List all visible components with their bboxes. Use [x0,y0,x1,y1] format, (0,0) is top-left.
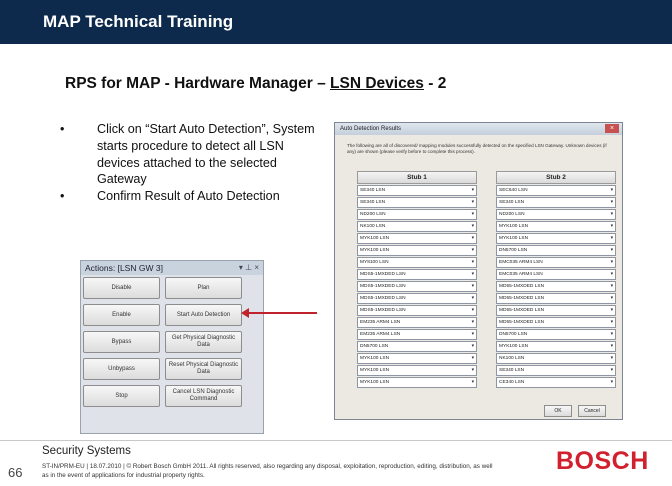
chevron-down-icon[interactable]: ▾ [471,332,474,337]
chevron-down-icon[interactable]: ▾ [471,344,474,349]
chevron-down-icon[interactable]: ▾ [610,380,613,385]
page-number: 66 [8,465,23,480]
device-select[interactable] [357,293,477,304]
device-select[interactable] [496,221,616,232]
chevron-down-icon[interactable]: ▾ [610,332,613,337]
device-select-value: EM235 ARM4 LSN [360,332,401,337]
chevron-down-icon[interactable]: ▾ [610,368,613,373]
chevron-down-icon[interactable]: ▾ [471,200,474,205]
panel-controls-icon[interactable]: ▾ ⊥ × [238,263,259,272]
device-select[interactable] [496,353,616,364]
bullet-text: Click on “Start Auto Detection”, System starts procedure to detect all LSN devices attached to the selected Gateway [97,122,315,187]
device-select-value: EMC035 ARM4 LSN [499,260,543,265]
device-select-value: NK100 LSN [360,224,386,229]
device-select[interactable] [357,209,477,220]
chevron-down-icon[interactable]: ▾ [610,356,613,361]
device-select[interactable] [357,269,477,280]
footer-divider [0,440,672,441]
chevron-down-icon[interactable]: ▾ [610,260,613,265]
device-select[interactable] [496,281,616,292]
unbypass-button[interactable]: Unbypass [83,358,160,380]
chevron-down-icon[interactable]: ▾ [471,320,474,325]
device-select[interactable] [496,377,616,388]
bullet-list [60,121,320,205]
bullet-text: Confirm Result of Auto Detection [97,189,280,204]
device-select[interactable] [357,185,477,196]
device-select[interactable] [357,317,477,328]
device-select[interactable] [496,209,616,220]
device-select[interactable] [357,245,477,256]
bullet-item [60,188,320,205]
stub1-list [357,185,477,388]
device-select-value: MDS5-1MXDED LSN [360,272,406,277]
chevron-down-icon[interactable]: ▾ [471,212,474,217]
device-select-value: MYK100 LSN [360,368,390,373]
device-select-value: MD55-1MXDED LSN [499,296,545,301]
device-select-value: SE340 LSN [499,200,525,205]
stub2-header: Stub 2 [496,171,616,184]
get-diagnostic-data-button[interactable]: Get Physical Diagnostic Data [165,331,242,353]
device-select[interactable] [496,305,616,316]
slide-heading [65,75,446,93]
device-select-value: DN5700 LSN [499,248,528,253]
device-select-value: EMC035 ARM4 LSN [499,272,543,277]
device-select[interactable] [496,317,616,328]
chevron-down-icon[interactable]: ▾ [610,308,613,313]
device-select-value: SEC640 LSN [499,188,528,193]
bullet-marker: • [60,122,65,136]
device-select-value: MYK100 LSN [360,380,390,385]
dialog-titlebar [335,123,622,135]
ok-button[interactable]: OK [544,405,572,417]
disable-button[interactable]: Disable [83,277,160,299]
device-select-value: MD55-1MXDED LSN [499,308,545,313]
chevron-down-icon[interactable]: ▾ [471,380,474,385]
device-select[interactable] [357,353,477,364]
device-select[interactable] [496,245,616,256]
copyright-text: ST-IN/PRM-EU | 18.07.2010 | © Robert Bosch GmbH 2011. All rights reserved, also regarding any disposal, exploitation, reproduction, editing, distribution, as well as in the event of applications for industrial property rights. [42,463,493,479]
dialog-description: The following are all of discovered/ mapping modules successfully detected on the specified LSN Gateway. Unknown devices (if any) are shown (please verify before to complete this process). [347,143,607,154]
device-select-value: DN5700 LSN [360,344,389,349]
device-select[interactable] [496,269,616,280]
bullet-item [60,121,320,188]
start-auto-detection-button[interactable]: Start Auto Detection [165,304,242,326]
chevron-down-icon[interactable]: ▾ [471,308,474,313]
bosch-logo: BOSCH [556,447,649,475]
chevron-down-icon[interactable]: ▾ [471,296,474,301]
chevron-down-icon[interactable]: ▾ [610,236,613,241]
heading-link[interactable]: LSN Devices [330,75,424,92]
chevron-down-icon[interactable]: ▾ [471,224,474,229]
chevron-down-icon[interactable]: ▾ [610,200,613,205]
device-select-value: DN5700 LSN [499,332,528,337]
device-select[interactable] [357,341,477,352]
footer-section: Security Systems [42,445,131,457]
chevron-down-icon[interactable]: ▾ [610,224,613,229]
device-select-value: ND200 LSN [499,212,525,217]
chevron-down-icon[interactable]: ▾ [610,212,613,217]
header-bar [0,0,672,44]
header-title: MAP Technical Training [43,12,234,31]
device-select-value: ND200 LSN [360,212,386,217]
chevron-down-icon[interactable]: ▾ [610,296,613,301]
device-select[interactable] [496,341,616,352]
device-select[interactable] [357,329,477,340]
enable-button[interactable]: Enable [83,304,160,326]
close-icon[interactable]: × [605,124,619,133]
chevron-down-icon[interactable]: ▾ [471,248,474,253]
device-select[interactable] [496,197,616,208]
chevron-down-icon[interactable]: ▾ [471,368,474,373]
device-select[interactable] [357,257,477,268]
device-select-value: MY8100 LSN [360,260,389,265]
plan-button[interactable]: Plan [165,277,242,299]
device-select[interactable] [357,221,477,232]
device-select[interactable] [496,329,616,340]
device-select[interactable] [496,257,616,268]
device-select-value: SE340 LSN [360,188,386,193]
device-select[interactable] [357,377,477,388]
chevron-down-icon[interactable]: ▾ [610,188,613,193]
device-select-value: MYK100 LSN [499,236,529,241]
pointer-arrow-icon [247,312,317,314]
device-select[interactable] [496,365,616,376]
stub1-column [357,171,477,426]
chevron-down-icon[interactable]: ▾ [471,356,474,361]
auto-detection-dialog [334,122,623,420]
device-select-value: MDS5-1MXDED LSN [360,284,406,289]
dialog-title: Auto Detection Results [340,126,402,132]
heading-prefix: RPS for MAP - Hardware Manager – [65,75,331,92]
device-select-value: MYK100 LSN [360,356,390,361]
stop-button[interactable]: Stop [83,385,160,407]
device-select[interactable] [496,293,616,304]
chevron-down-icon[interactable]: ▾ [471,236,474,241]
stub1-header: Stub 1 [357,171,477,184]
device-select-value: SE340 LSN [499,368,525,373]
chevron-down-icon[interactable]: ▾ [471,272,474,277]
chevron-down-icon[interactable]: ▾ [471,284,474,289]
device-select[interactable] [357,197,477,208]
device-select-value: SE340 LSN [360,200,386,205]
device-select-value: MYK100 LSN [499,344,529,349]
heading-suffix: - 2 [423,75,447,92]
chevron-down-icon[interactable]: ▾ [610,248,613,253]
device-select[interactable] [496,233,616,244]
device-select[interactable] [357,233,477,244]
device-select[interactable] [357,281,477,292]
device-select-value: MYK100 LSN [360,248,390,253]
device-select[interactable] [357,305,477,316]
chevron-down-icon[interactable]: ▾ [610,344,613,349]
reset-diagnostic-data-button[interactable]: Reset Physical Diagnostic Data [165,358,242,380]
chevron-down-icon[interactable]: ▾ [610,284,613,289]
chevron-down-icon[interactable]: ▾ [610,272,613,277]
device-select-value: MDS5-1MXDED LSN [360,308,406,313]
device-select[interactable] [496,185,616,196]
chevron-down-icon[interactable]: ▾ [610,320,613,325]
device-select-value: MD55-1MXDED LSN [499,284,545,289]
cancel-button[interactable]: Cancel [578,405,606,417]
device-select-value: MYK100 LSN [360,236,390,241]
cancel-diagnostic-button[interactable]: Cancel LSN Diagnostic Command [165,385,242,407]
device-select[interactable] [357,365,477,376]
stub2-column [496,171,616,426]
actions-panel [80,260,264,434]
device-select-value: CE340 LSN [499,380,525,385]
device-select-value: MYK100 LSN [499,224,529,229]
device-select-value: MDS5-1MXDED LSN [360,296,406,301]
actions-panel-title: Actions: [LSN GW 3] [85,263,163,273]
bypass-button[interactable]: Bypass [83,331,160,353]
stub2-list [496,185,616,388]
bullet-marker: • [60,189,65,204]
chevron-down-icon[interactable]: ▾ [471,260,474,265]
chevron-down-icon[interactable]: ▾ [471,188,474,193]
actions-panel-header [81,261,263,275]
device-select-value: EM235 ARM4 LSN [360,320,401,325]
device-select-value: NK100 LSN [499,356,525,361]
device-select-value: MD55-1MXDED LSN [499,320,545,325]
